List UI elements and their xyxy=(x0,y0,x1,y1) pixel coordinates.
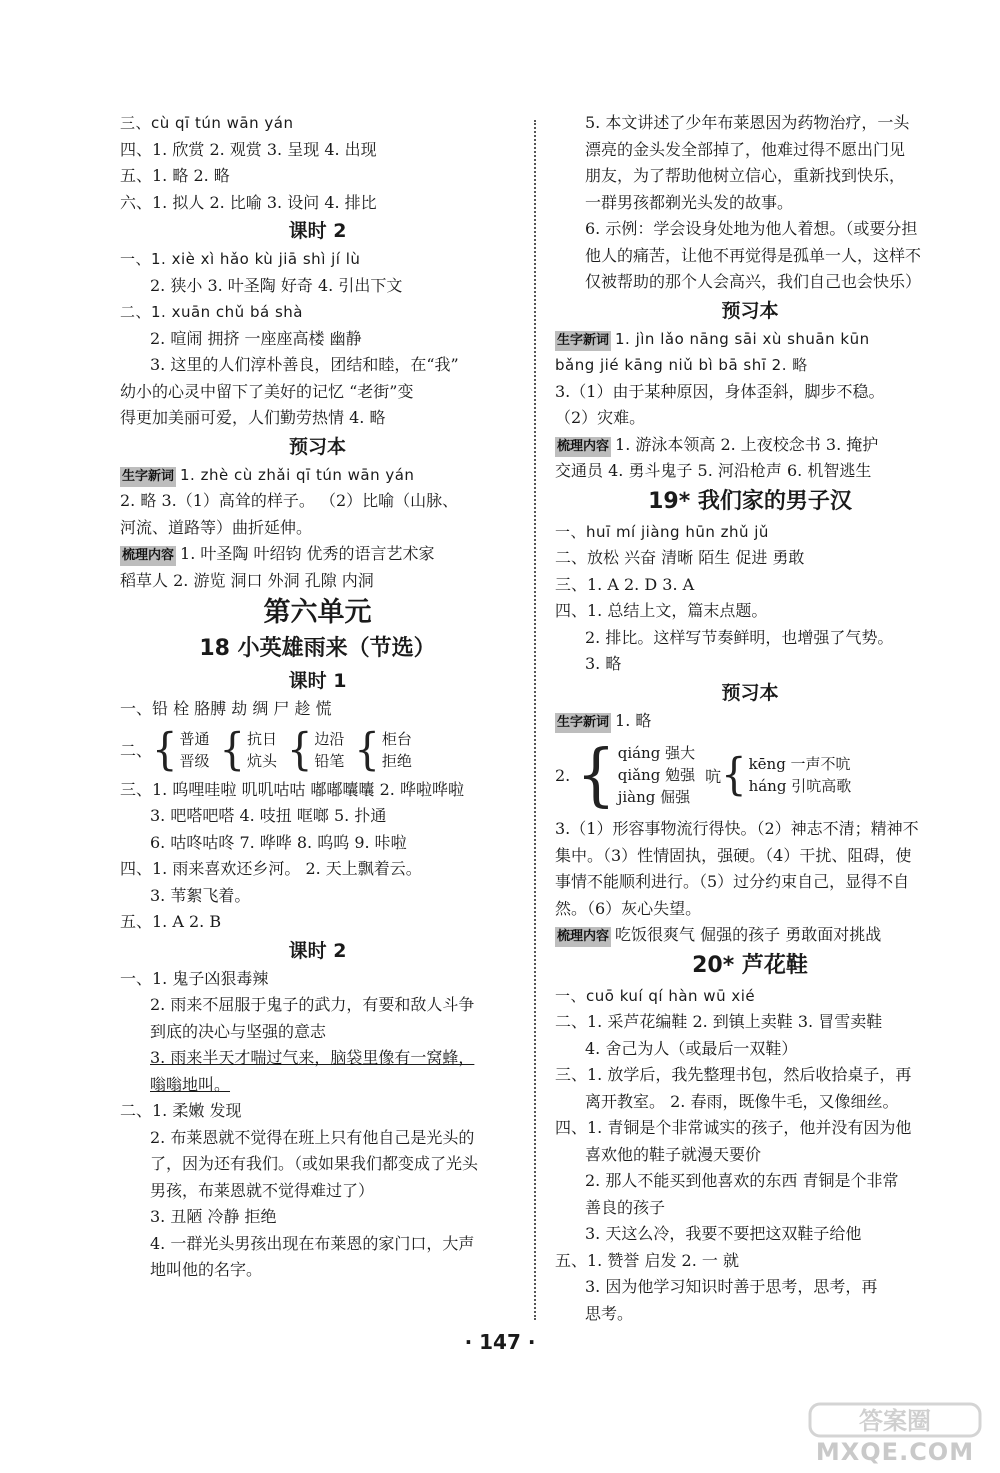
answer-line: 一群男孩都剃光头发的故事。 xyxy=(585,192,794,212)
answer-line: 三、cù qī tún wān yán xyxy=(120,114,294,132)
watermark-logo xyxy=(805,1400,985,1466)
answer-line: 喜欢他的鞋子就漫天要价 xyxy=(585,1144,762,1164)
answer-line: 五、1. A 2. B xyxy=(120,912,222,931)
answer-line: 五、1. 赞誉 启发 2. 一 就 xyxy=(555,1250,739,1270)
section-heading: 课时 1 xyxy=(288,670,347,692)
answer-line: 一、cuō kuí qí hàn wū xié xyxy=(555,986,756,1005)
answer-line: 3.（1）由于某种原因，身体歪斜，脚步不稳。 xyxy=(555,381,885,401)
answer-line xyxy=(120,541,515,568)
answer-line: 2. 略 3.（1）高耸的样子。 （2）比喻（山脉、 xyxy=(120,491,459,510)
answer-text: 1. jìn lǎo nāng sāi xù shuān kūn xyxy=(615,329,870,348)
content-review-tag: 梳理内容 xyxy=(555,437,611,457)
lesson-title: 19* 我们家的男子汉 xyxy=(648,488,852,514)
answer-line xyxy=(555,432,945,459)
answer-text: 吃饭很爽气 倔强的孩子 勇敢面对挑战 xyxy=(615,925,882,944)
answer-line: 一、1. 鬼子凶狠毒辣 xyxy=(120,968,269,988)
section-heading: 课时 2 xyxy=(288,939,347,962)
new-words-tag: 生字新词 xyxy=(555,331,611,351)
answer-line: 仅被帮助的那个人会高兴，我们自己也会快乐） xyxy=(585,272,922,291)
answer-line: 2. 狭小 3. 叶圣陶 好奇 4. 引出下文 xyxy=(150,275,403,295)
polyphone-char: 吭 xyxy=(705,766,722,786)
polyphone-keng: { kēng 一声不吭 háng 引吭高歌 xyxy=(721,749,852,801)
answer-line: 然。（6）灰心失望。 xyxy=(555,898,702,918)
answer-line: 2. 那人不能买到他喜欢的东西 青铜是个非常 xyxy=(585,1171,899,1190)
answer-line: 到底的决心与坚强的意志 xyxy=(150,1021,327,1041)
word: 柜台 xyxy=(381,729,412,748)
answer-line: 3. 略 xyxy=(585,654,622,673)
answer-line: 四、1. 青铜是个非常诚实的孩子，他并没有因为他 xyxy=(555,1118,912,1137)
answer-line: 3. 这里的人们淳朴善良，团结和睦，在“我” xyxy=(150,355,459,374)
answer-line: 四、1. 总结上文，篇末点题。 xyxy=(555,601,768,620)
question-prefix: 二、 xyxy=(120,741,153,760)
answer-line: 他人的痛苦，让他不再觉得是孤单一人，这样不 xyxy=(585,245,922,265)
answer-line: 二、放松 兴奋 清晰 陌生 促进 勇敢 xyxy=(555,548,805,567)
section-heading: 预习本 xyxy=(288,435,346,458)
new-words-tag: 生字新词 xyxy=(120,467,176,487)
answer-line: 四、1. 雨来喜欢还乡河。 2. 天上飘着云。 xyxy=(120,859,422,878)
left-column xyxy=(120,110,515,1284)
answer-line: 一、huī mí jiàng hūn zhǔ jǔ xyxy=(555,522,769,541)
word-group-row xyxy=(120,723,515,777)
answer-line: 交通员 4. 勇斗鬼子 5. 河沿枪声 6. 机智逃生 xyxy=(555,461,872,480)
section-heading: 预习本 xyxy=(721,299,779,322)
answer-line: 离开教室。 2. 春雨，既像牛毛，又像细丝。 xyxy=(585,1091,899,1111)
answer-line: bǎng jié kāng niǔ bì bā shī 2. 略 xyxy=(555,356,808,374)
answer-line: 6. 咕咚咕咚 7. 哗哗 8. 呜呜 9. 咔啦 xyxy=(150,832,407,852)
answer-line: 3. 丑陋 冷静 拒绝 xyxy=(150,1207,277,1226)
answer-line: 二、1. xuān chǔ bá shà xyxy=(120,303,303,321)
answer-line xyxy=(555,922,945,949)
answer-line: 集中。（3）性情固执，强硬。（4）干扰、阻碍，使 xyxy=(555,845,912,865)
new-words-tag: 生字新词 xyxy=(555,713,611,733)
answer-line: 四、1. 欣赏 2. 观赏 3. 呈现 4. 出现 xyxy=(120,139,377,159)
reading: qiǎng 勉强 xyxy=(617,766,696,784)
answer-line: 2. 雨来不屈服于鬼子的武力，有要和敌人斗争 xyxy=(150,995,475,1014)
watermark-url: MXQE.COM xyxy=(815,1438,975,1466)
answer-line: 三、1. 呜哩哇啦 叽叽咕咕 嘟嘟囔囔 2. 哗啦哗啦 xyxy=(120,779,464,799)
answer-line: 三、1. A 2. D 3. A xyxy=(555,574,695,594)
lesson-title: 18 小英雄雨来（节选） xyxy=(199,636,436,661)
reading: kēng 一声不吭 xyxy=(748,755,851,773)
section-heading: 课时 2 xyxy=(288,220,347,242)
answer-line: 漂亮的金头发全部掉了，他难过得不愿出门见 xyxy=(585,139,906,159)
content-review-tag: 梳理内容 xyxy=(555,927,611,947)
answer-line: 得更加美丽可爱，人们勤劳热情 4. 略 xyxy=(120,408,386,427)
content-review-tag: 梳理内容 xyxy=(120,546,176,566)
reading: jiàng 倔强 xyxy=(617,788,691,806)
answer-line: 3. 因为他学习知识时善于思考，思考，再 xyxy=(585,1277,878,1296)
answer-line: 3. 苇絮飞着。 xyxy=(150,885,251,905)
word: 铅笔 xyxy=(314,751,345,770)
word-group: { 边沿 铅笔 xyxy=(286,724,345,775)
unit-title: 第六单元 xyxy=(263,597,372,628)
answer-line: 幼小的心灵中留下了美好的记忆 “老街”变 xyxy=(120,381,414,401)
answer-text: 1. 叶圣陶 叶绍钧 优秀的语言艺术家 xyxy=(180,544,435,563)
answer-line: 二、1. 柔嫩 发现 xyxy=(120,1101,242,1120)
answer-line: 了，因为还有我们。（或如果我们都变成了光头 xyxy=(150,1154,479,1173)
answer-text: 1. 游泳本领高 2. 上夜校念书 3. 掩护 xyxy=(615,434,879,454)
reading: qiáng 强大 xyxy=(617,744,696,762)
answer-line: 六、1. 拟人 2. 比喻 3. 设问 4. 排比 xyxy=(120,192,377,212)
answer-line: 3. 吧嗒吧嗒 4. 吱扭 哐啷 5. 扑通 xyxy=(150,806,387,825)
answer-line: 地叫他的名字。 xyxy=(150,1260,263,1279)
polyphone-group xyxy=(555,734,945,816)
section-heading: 预习本 xyxy=(721,681,779,704)
answer-line: 2. 排比。这样写节奏鲜明，也增强了气势。 xyxy=(585,627,894,647)
answer-line: 3. 天这么冷，我要不要把这双鞋子给他 xyxy=(585,1224,862,1243)
answer-line: 事情不能顺利进行。（5）过分约束自己，显得不自 xyxy=(555,872,910,891)
question-prefix: 2. xyxy=(555,765,571,785)
answer-line: 二、1. 采芦花编鞋 2. 到镇上卖鞋 3. 冒雪卖鞋 xyxy=(555,1012,883,1031)
watermark-graphic xyxy=(805,1400,985,1440)
word-group: { 抗日 炕头 xyxy=(219,724,277,775)
underlined-answer: 嗡嗡地叫。 xyxy=(150,1074,231,1094)
answer-line xyxy=(555,326,945,353)
answer-line: 一、1. xiè xì hǎo kù jiā shì jí lù xyxy=(120,250,361,268)
word: 晋级 xyxy=(179,751,210,770)
underlined-answer: 3. 雨来半天才喘过气来，脑袋里像有一窝蜂， xyxy=(150,1048,475,1067)
word: 普通 xyxy=(179,729,210,748)
answer-line: 稻草人 2. 游览 洞口 外洞 孔隙 内洞 xyxy=(120,570,374,590)
word-group: { 普通 晋级 xyxy=(152,724,210,775)
word: 拒绝 xyxy=(381,751,412,770)
lesson-title: 20* 芦花鞋 xyxy=(692,952,808,978)
polyphone-qiang: { qiáng 强大 qiǎng 勉强 jiàng 倔强 xyxy=(576,734,696,815)
answer-line: 6. 示例：学会设身处地为他人着想。（或要分担 xyxy=(585,219,918,238)
answer-line: 5. 本文讲述了少年布莱恩因为药物治疗，一头 xyxy=(585,113,910,132)
answer-text: 1. 略 xyxy=(615,710,652,730)
answer-line: 河流、道路等）曲折延伸。 xyxy=(120,517,313,537)
answer-line: 五、1. 略 2. 略 xyxy=(120,166,230,185)
word: 边沿 xyxy=(314,729,345,748)
answer-line: 三、1. 放学后，我先整理书包，然后收拾桌子，再 xyxy=(555,1065,912,1084)
answer-line: 4. 舍己为人（或最后一双鞋） xyxy=(585,1038,798,1058)
answer-line: 思考。 xyxy=(585,1303,634,1323)
word: 炕头 xyxy=(246,751,277,770)
answer-line: （2）灾难。 xyxy=(555,408,646,427)
word: 抗日 xyxy=(246,729,277,748)
word-group: { 柜台 拒绝 xyxy=(354,724,412,775)
right-column xyxy=(555,110,945,1327)
answer-line: 2. 喧闹 拥挤 一座座高楼 幽静 xyxy=(150,328,362,348)
answer-line: 朋友，为了帮助他树立信心，重新找到快乐， xyxy=(585,166,906,185)
answer-line: 一、铅 栓 胳膊 劫 绸 尸 趁 慌 xyxy=(120,699,332,718)
answer-line xyxy=(555,708,945,735)
watermark-logo-text: 答案圈 xyxy=(859,1407,931,1435)
answer-text: 1. zhè cù zhǎi qī tún wān yán xyxy=(180,465,415,484)
answer-line: 2. 布莱恩就不觉得在班上只有他自己是光头的 xyxy=(150,1127,475,1147)
column-divider xyxy=(534,120,536,1320)
answer-line: 4. 一群光头男孩出现在布莱恩的家门口，大声 xyxy=(150,1233,475,1253)
answer-line: 善良的孩子 xyxy=(585,1197,666,1217)
page-number: · 147 · xyxy=(464,1330,536,1354)
answer-line: 3.（1）形容事物流行得快。（2）神志不清；精神不 xyxy=(555,819,919,838)
answer-line xyxy=(120,462,515,489)
reading: háng 引吭高歌 xyxy=(748,777,852,795)
answer-line: 男孩，布莱恩就不觉得难过了） xyxy=(150,1180,375,1200)
